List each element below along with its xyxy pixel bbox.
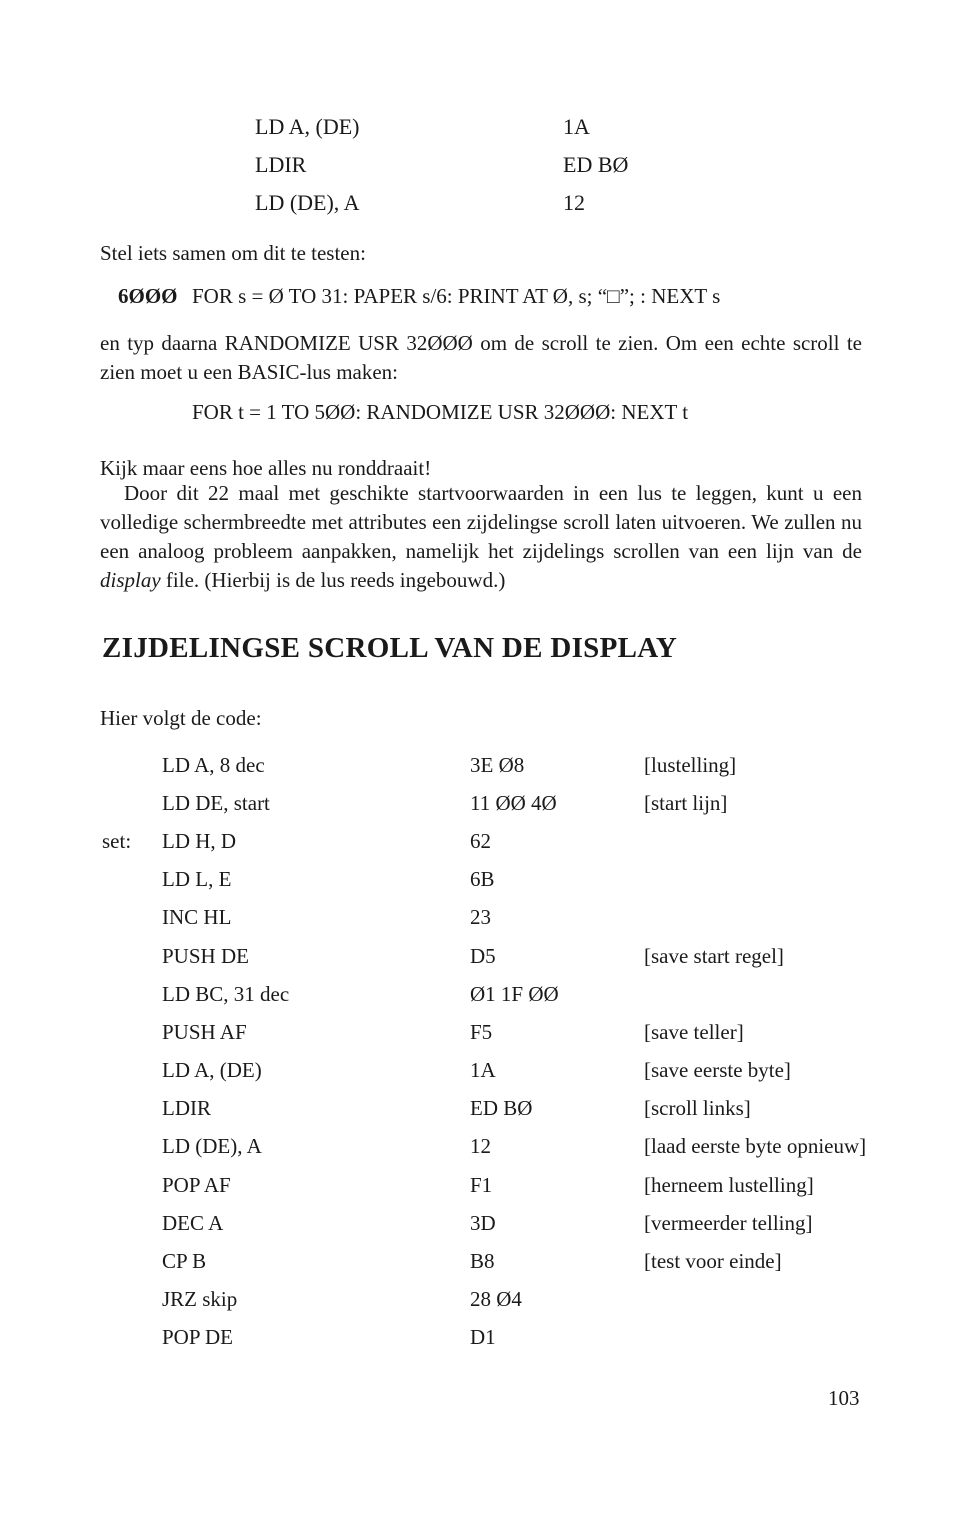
paragraph-randomize: en typ daarna RANDOMIZE USR 32ØØØ om de scroll te zien. Om een echte scroll te zien moet u een BASIC-lus maken:	[100, 331, 862, 384]
instruction: POP AF	[162, 1172, 231, 1197]
code-row	[102, 975, 922, 1013]
section-heading: ZIJDELINGSE SCROLL VAN DE DISPLAY	[102, 632, 678, 664]
hex-code: 23	[470, 905, 491, 930]
instruction: LD DE, start	[162, 790, 270, 815]
instruction: LD A, (DE)	[255, 114, 360, 139]
code-row	[102, 822, 922, 860]
hex-code: Ø1 1F ØØ	[470, 981, 559, 1006]
code-label: set:	[102, 828, 132, 853]
code-row	[255, 108, 695, 146]
instruction: LD A, (DE)	[162, 1058, 262, 1083]
code-comment: [laad eerste byte opnieuw]	[644, 1134, 867, 1159]
basic-line-number: 6ØØØ	[118, 284, 178, 308]
hex-code: F1	[470, 1172, 493, 1197]
paragraph-door-text-end: file. (Hierbij is de lus reeds ingebouwd.)	[160, 568, 506, 592]
code-row	[102, 1281, 922, 1319]
hex-code: D5	[470, 943, 496, 968]
hex-code: D1	[470, 1325, 496, 1350]
instruction: LDIR	[162, 1096, 211, 1121]
code-row	[102, 899, 922, 937]
code-comment: [herneem lustelling]	[644, 1172, 814, 1197]
hex-code: 11 ØØ 4Ø	[470, 790, 557, 815]
code-row	[102, 1166, 922, 1204]
hex-code: 3E Ø8	[470, 752, 525, 777]
code-row	[102, 746, 922, 784]
hex-code: 1A	[470, 1058, 496, 1083]
paragraph-door-italic: display	[100, 568, 161, 592]
instruction: LDIR	[255, 152, 307, 177]
hex-code: 62	[470, 828, 491, 853]
code-listing-top	[255, 108, 695, 222]
paragraph-door-text: Door dit 22 maal met geschikte startvoorwaarden in een lus te leggen, kunt u een volledige schermbreedte met attributes een zijdelingse scroll laten uitvoeren. We zullen nu een analoog probleem aanpakken, namelijk het zijdelings scrollen van een lijn van de	[100, 481, 862, 563]
hex-code: F5	[470, 1019, 493, 1044]
instruction: LD H, D	[162, 828, 237, 853]
instruction: JRZ skip	[162, 1287, 238, 1312]
code-comment: [save eerste byte]	[644, 1058, 791, 1083]
code-row	[102, 1242, 922, 1280]
instruction: LD (DE), A	[162, 1134, 262, 1159]
hex-code: 6B	[470, 867, 495, 892]
instruction: LD BC, 31 dec	[162, 981, 290, 1006]
code-comment: [start lijn]	[644, 790, 728, 815]
code-comment: [test voor einde]	[644, 1249, 782, 1274]
code-comment: [lustelling]	[644, 752, 737, 777]
code-row	[102, 861, 922, 899]
code-row	[102, 784, 922, 822]
instruction: PUSH DE	[162, 943, 249, 968]
code-row	[102, 1204, 922, 1242]
paragraph-code-intro: Hier volgt de code:	[100, 706, 262, 730]
page-number: 103	[828, 1386, 860, 1410]
instruction: LD L, E	[162, 867, 232, 892]
hex-code: 28 Ø4	[470, 1287, 522, 1312]
instruction: POP DE	[162, 1325, 233, 1350]
hex-code: 1A	[563, 114, 590, 139]
basic-loop-line: FOR t = 1 TO 5ØØ: RANDOMIZE USR 32ØØØ: NEXT t	[192, 400, 689, 424]
instruction: LD (DE), A	[255, 190, 360, 215]
code-row	[102, 1052, 922, 1090]
hex-code: B8	[470, 1249, 495, 1274]
instruction: CP B	[162, 1249, 207, 1274]
code-listing-main	[102, 746, 922, 1357]
code-row	[102, 937, 922, 975]
code-comment: [save start regel]	[644, 943, 784, 968]
hex-code: ED BØ	[470, 1096, 533, 1121]
code-comment: [save teller]	[644, 1019, 744, 1044]
basic-line	[118, 284, 720, 309]
code-row	[255, 184, 695, 222]
hex-code: 12	[470, 1134, 491, 1159]
instruction: LD A, 8 dec	[162, 752, 265, 777]
code-row	[102, 1319, 922, 1357]
code-row	[102, 1090, 922, 1128]
hex-code: ED BØ	[563, 152, 629, 177]
code-row	[102, 1128, 922, 1166]
hex-code: 3D	[470, 1210, 496, 1235]
basic-line-code: FOR s = Ø TO 31: PAPER s/6: PRINT AT Ø, s; “□”; : NEXT s	[192, 284, 721, 308]
instruction: PUSH AF	[162, 1019, 247, 1044]
code-comment: [scroll links]	[644, 1096, 751, 1121]
instruction: DEC A	[162, 1210, 224, 1235]
paragraph-door	[100, 479, 862, 595]
paragraph-test: Stel iets samen om dit te testen:	[100, 241, 366, 265]
instruction: INC HL	[162, 905, 232, 930]
paragraph-kijk: Kijk maar eens hoe alles nu ronddraait!	[100, 456, 432, 480]
code-comment: [vermeerder telling]	[644, 1210, 813, 1235]
code-row	[255, 146, 695, 184]
hex-code: 12	[563, 190, 585, 215]
code-row	[102, 1013, 922, 1051]
